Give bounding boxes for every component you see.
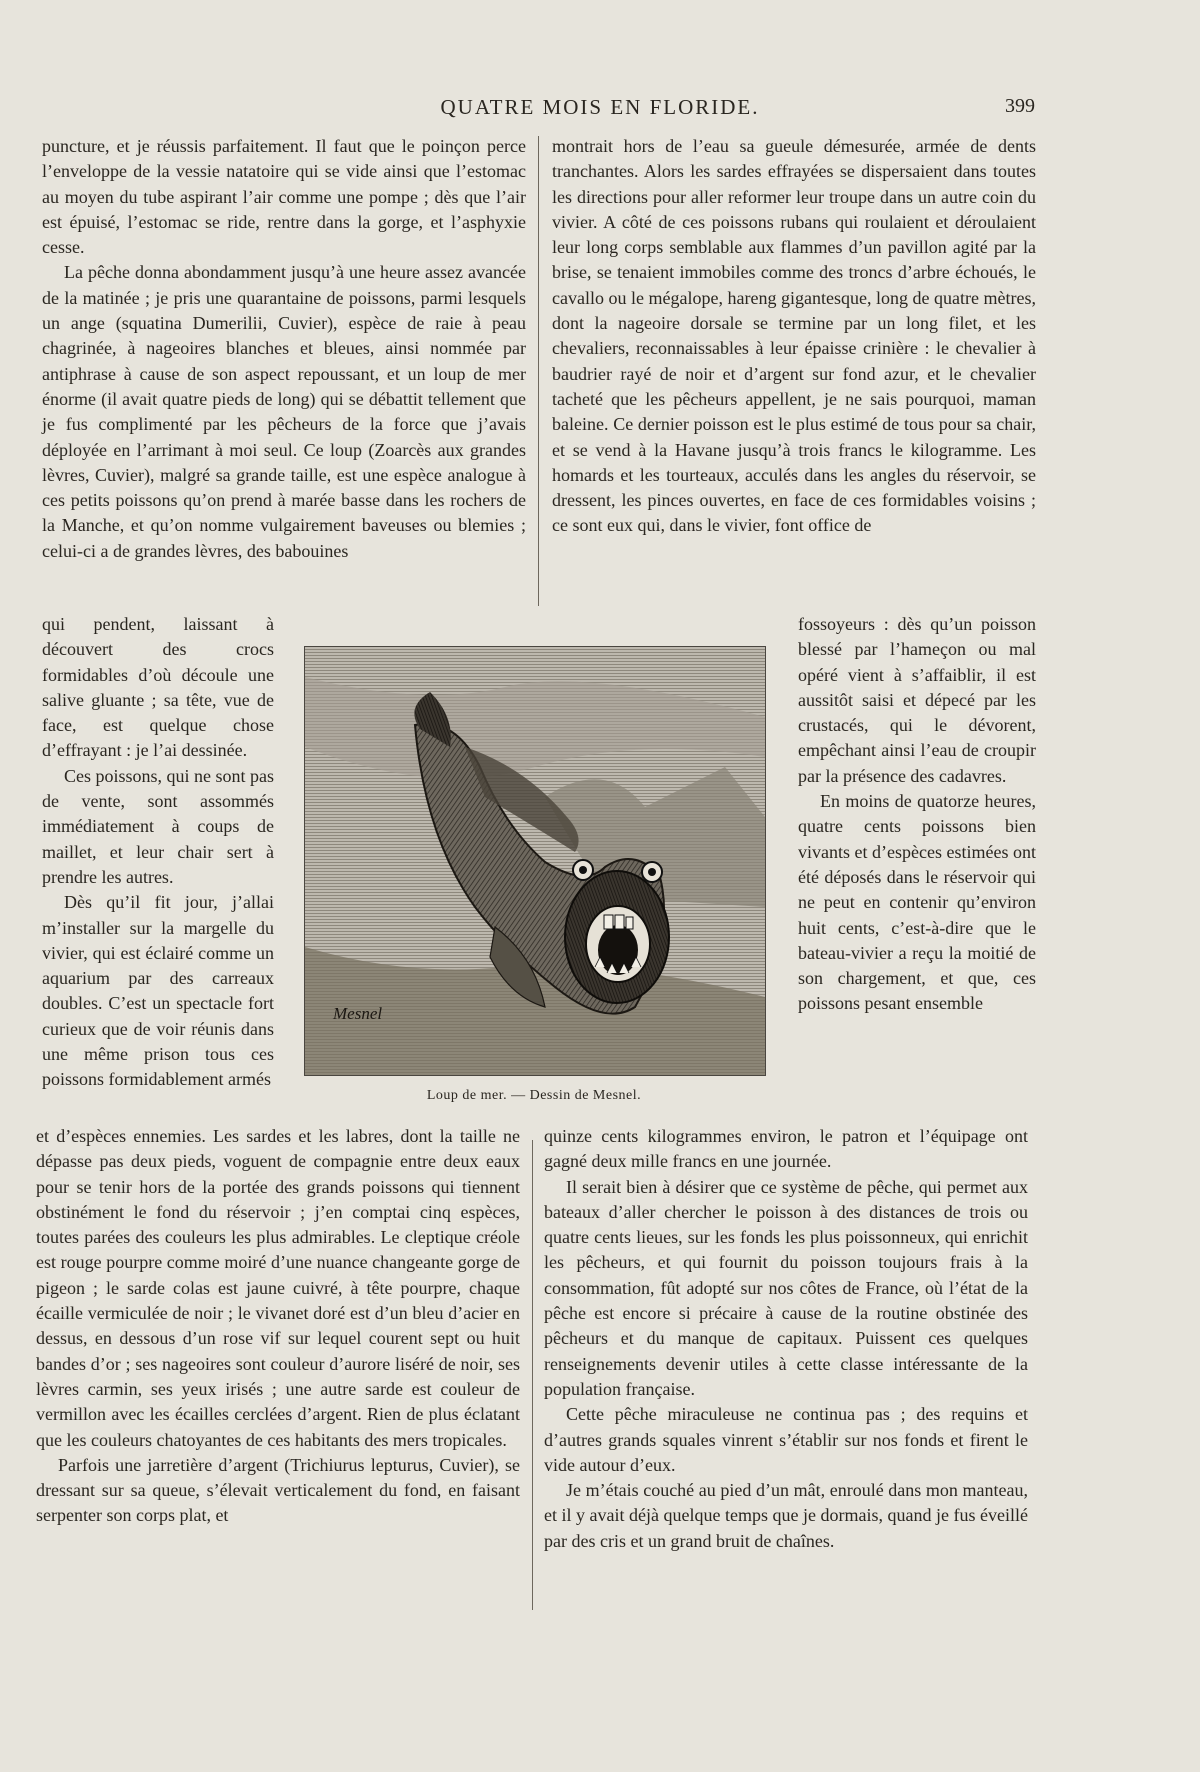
column-rule-top (538, 136, 539, 606)
column-rule-bottom (532, 1140, 533, 1610)
left-column-bottom (36, 1124, 520, 1529)
figure-caption: Loup de mer. — Dessin de Mesnel. (426, 1088, 642, 1103)
paragraph: En moins de quatorze heures, quatre cents poissons bien vivants et d’espèces estimées ont été déposés dans le réservoir qui ne peut en contenir qu’environ huit cents, c’est-à-dire que le bateau-vivier a reçu la moitié de son chargement, et que, ces poissons pesant ensemble (798, 791, 1036, 1014)
paragraph: Je m’étais couché au pied d’un mât, enroulé dans mon manteau, et il y avait déjà quelque temps que je dormais, quand je fus éveillé par des cris et un grand bruit de chaînes. (544, 1480, 1028, 1551)
paragraph: Cette pêche miraculeuse ne continua pas ; des requins et d’autres grands squales vinrent s’établir sur nos fonds et firent le vide autour d’eux. (544, 1404, 1028, 1475)
paragraph: Parfois une jarretière d’argent (Trichiurus lepturus, Cuvier), se dressant sur sa queue, s’élevait verticalement du fond, en faisant serpenter son corps plat, et (36, 1454, 520, 1526)
left-column-top (42, 134, 526, 564)
paragraph: La pêche donna abondamment jusqu’à une heure assez avancée de la matinée ; je pris une quarantaine de poissons, parmi lesquels un ange (squatina Dumerilii, Cuvier), espèce de raie à peau chagrinée, à nageoires blanches et bleues, ainsi nommée par antiphrase à cause de son aspect repoussant, et un loup de mer énorme (il avait quatre pieds de long) qui se débattit tellement que je fus complimenté par les pêcheurs de la force que j’avais déployée en l’arrimant à moi seul. Ce loup (Zoarcès aux grandes lèvres, Cuvier), malgré sa grande taille, est une espèce analogue à ces petits poissons qu’on prend à marée basse dans les rochers de la Manche, et qu’on nomme vulgairement baveuses ou blemies ; celui-ci a de grandes lèvres, des babouines (42, 262, 526, 561)
paragraph: fossoyeurs : dès qu’un poisson blessé par l’hameçon ou mal opéré vient à s’affaiblir, il est aussitôt saisi et dépecé par les crustacés, qui le dévorent, empêchant ainsi l’eau de croupir par la présence des cadavres. (798, 614, 1036, 786)
right-column-bottom (544, 1124, 1028, 1554)
wolf-fish-engraving (305, 647, 765, 1075)
paragraph: et d’espèces ennemies. Les sardes et les labres, dont la taille ne dépasse pas deux pieds, voguent de compagnie entre deux eaux pour se tenir hors de la portée des grands poissons qui tiennent obstinément le fond du réservoir ; j’en comptai cinq espèces, toutes parées des couleurs les plus admirables. Le cleptique créole est rouge pourpre comme moiré d’une nuance changeante gorge de pigeon ; le sarde colas est jaune cuivré, à tête pourpre, chaque écaille vermiculée de noir ; le vivanet doré est d’un bleu d’acier en dessus, en dessous d’un rose vif sur lequel courent sept ou huit bandes d’or ; ses nageoires sont couleur d’aurore liséré de noir, ses lèvres carmin, ses yeux irisés ; une autre sarde est couleur de vermillon avec les écailles cerclées d’argent. Rien de plus éclatant que les couleurs chatoyantes de ces habitants des mers tropicales. (36, 1126, 520, 1450)
artist-signature: Mesnel (333, 1004, 383, 1023)
right-column-top (552, 134, 1036, 539)
fish-illustration (304, 646, 766, 1076)
paragraph: qui pendent, laissant à découvert des crocs formidables d’où découle une salive gluante ; sa tête, vue de face, est quelque chose d’effrayant : je l’ai dessinée. (42, 614, 274, 761)
left-column-narrow (42, 612, 274, 1093)
running-title: QUATRE MOIS EN FLORIDE. (440, 95, 760, 119)
paragraph: montrait hors de l’eau sa gueule démesurée, armée de dents tranchantes. Alors les sardes effrayées se dispersaient dans toutes les directions pour aller reformer leur troupe dans un autre coin du vivier. A côté de ces poissons rubans qui roulaient et déroulaient leur long corps semblable aux flammes d’un pavillon agité par la brise, se tenaient immobiles comme des troncs d’arbre échoués, le cavallo ou le mégalope, hareng gigantesque, long de quatre mètres, dont la nageoire dorsale se termine par un long filet, et les chevaliers, reconnaissables à leur épaisse crinière : le chevalier à baudrier rayé de noir et d’argent sur fond azur, et le chevalier tacheté que les pêcheurs appellent, je ne sais pourquoi, maman baleine. Ce dernier poisson est le plus estimé de tous pour sa chair, et se vend à la Havane jusqu’à trois francs le kilogramme. Les homards et les tourteaux, acculés dans les angles du réservoir, se dressent, les pinces ouvertes, en face de ces formidables voisins ; ce sont eux qui, dans le vivier, font office de (552, 136, 1036, 536)
right-column-narrow (798, 612, 1036, 1017)
page-header (0, 95, 1200, 125)
paragraph: quinze cents kilogrammes environ, le patron et l’équipage ont gagné deux mille francs en une journée. (544, 1126, 1028, 1172)
paragraph: Il serait bien à désirer que ce système de pêche, qui permet aux bateaux d’aller chercher le poisson à des distances de trois ou quatre cents lieues, sur les fonds les plus poissonneux, qui enrichit les pêcheurs, et qui fournit du poisson toujours frais à la consommation, fût adopté sur nos côtes de France, où l’état de la pêche est encore si précaire à cause de la routine obstinée des pêcheurs et du manque de capitaux. Puissent ces quelques renseignements devenir utiles à cette classe intéressante de la population française. (544, 1176, 1028, 1399)
paragraph: Dès qu’il fit jour, j’allai m’installer sur la margelle du vivier, qui est éclairé comme un aquarium par des carreaux doubles. C’est un spectacle fort curieux que de voir réunis dans une même prison tous ces poissons formidablement armés (42, 892, 274, 1090)
paragraph: Ces poissons, qui ne sont pas de vente, sont assommés immédiatement à coups de maillet, et leur chair sert à prendre les autres. (42, 765, 275, 887)
page-number: 399 (1005, 95, 1035, 117)
paragraph: puncture, et je réussis parfaitement. Il faut que le poinçon perce l’enveloppe de la vessie natatoire qui se vide ainsi que l’estomac au moyen du tube aspirant l’air comme une pompe ; dès que l’air est épuisé, l’estomac se ride, rentre dans la gorge, et l’asphyxie cesse. (42, 136, 526, 258)
